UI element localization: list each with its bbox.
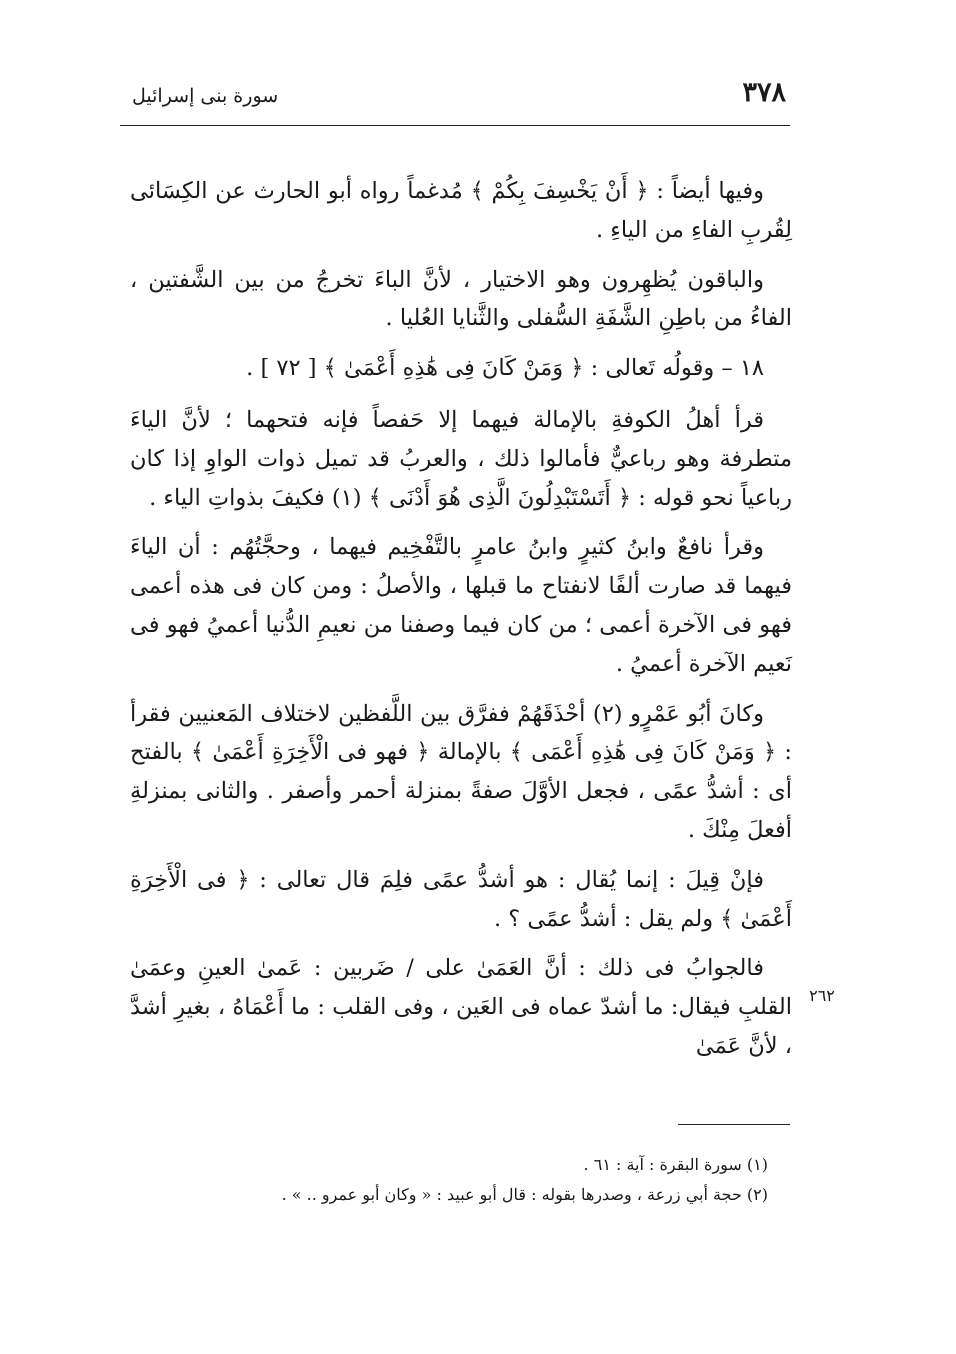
paragraph: وفيها أيضاً : ﴿ أَنْ يَخْسِفَ بِكُمْ ﴾ مُدغماً رواه أبو الحارث عن الكِسَائى لِقُربِ الفاءِ من الياءِ . — [130, 178, 792, 243]
section-heading: ١٨ – وقولُه تَعالى : ﴿ وَمَنْ كَانَ فِى هَٰذِهِ أَعْمَىٰ ﴾ [ ٧٢ ] . — [246, 355, 764, 382]
footnote-rule — [678, 1124, 790, 1125]
paragraph: فالجوابُ فى ذلك : أنَّ العَمَىٰ على / ضَربين : عَمىٰ العينِ وعمَىٰ القلبِ فيقال: ما أشدّ عماه فى العَين ، وفى القلب : ما أَعْمَاهُ ، بغيرِ أشدَّ ، لأنَّ عَمَىٰ — [130, 955, 792, 1059]
footnote: (٢) حجة أبي زرعة ، وصدرها بقوله : قال أبو عبيد : « وكان أبو عمرو .. » . — [281, 1185, 768, 1204]
paragraph: وكانَ أبُو عَمْرٍو (٢) أحْذَقَهُمْ ففرَّق بين اللَّفظين لاختلاف المَعنيين فقرأ : ﴿ وَمَنْ كَانَ فِى هَٰذِهِ أَعْمَى ﴾ بالإمالة ﴿ فهو فى الْأَخِرَةِ أَعْمَىٰ ﴾ بالفتح أى : أشدُّ عمًى ، فجعل الأوَّلَ صفةً بمنزلة أحمر وأصفر . والثانى بمنزلةِ أفعلَ مِنْكَ . — [130, 700, 792, 843]
paragraph: والباقون يُظهِرون وهو الاختيار ، لأنَّ الباءَ تخرجُ من بين الشَّفتين ، الفاءُ من باطِنِ الشَّفَةِ السُّفلى والثَّنايا العُليا . — [130, 266, 792, 332]
paragraph: فإنْ قِيلَ : إنما يُقال : هو أشدُّ عمًى فلِمَ قال تعالى : ﴿ فى الْأَخِرَةِ أَعْمَىٰ ﴾ ولم يقل : أشدُّ عمًى ؟ . — [130, 866, 792, 932]
margin-reference: ٢٦٢ — [809, 986, 835, 1005]
paragraph: وقرأ نافعٌ وابنُ كثيرٍ وابنُ عامرٍ بالتَّفْخِيم فيهما ، وحجَّتُهُم : أن الياءَ فيهما قد صارت ألفًا لانفتاح ما قبلها ، والأصلُ : ومن كان فى هذه أعمى فهو فى الآخرة أعمى ؛ من كان فيما وصفنا من نعيمِ الدُّنيا أعميُ فهو فى نَعيم الآخرة أعميُ . — [130, 534, 792, 677]
header-rule — [120, 125, 790, 126]
running-title: سورة بنى إسرائيل — [132, 85, 279, 107]
page-number: ٣٧٨ — [742, 77, 786, 108]
footnote: (١) سورة البقرة : آية : ٦١ . — [583, 1155, 768, 1174]
body-text — [130, 172, 792, 1066]
footnotes — [130, 1150, 768, 1210]
paragraph: قرأ أهلُ الكوفةِ بالإمالة فيهما إلا حَفصاً فإنه فتحهما ؛ لأنَّ الياءَ متطرفة وهو رباعيٌّ فأمالوا ذلك ، والعربُ قد تميل ذوات الواوِ إذا كان رباعياً نحو قوله : ﴿ أَتَسْتَبْدِلُونَ الَّذِى هُوَ أَدْنَى ﴾ (١) فكيفَ بذواتِ الياء . — [130, 406, 792, 511]
